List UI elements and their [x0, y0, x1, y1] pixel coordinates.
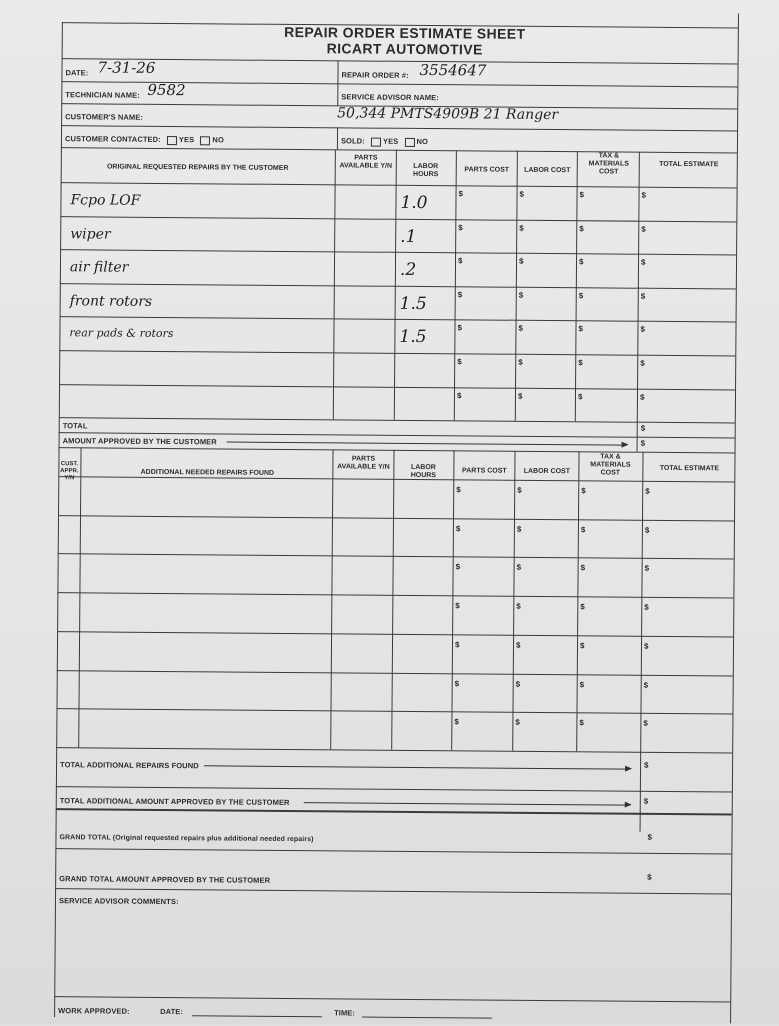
- dollar-sign: $: [641, 224, 646, 234]
- col-divider: [637, 152, 640, 452]
- dollar-sign: $: [579, 641, 585, 651]
- header-cust-appr: CUST. APPR. Y/N: [60, 461, 79, 482]
- header-total-estimate: TOTAL ESTIMATE: [659, 160, 719, 169]
- dollar-sign: $: [515, 640, 521, 650]
- col-divider: [78, 447, 81, 747]
- dollar-sign: $: [640, 291, 646, 301]
- labor-hours-value[interactable]: 1.5: [399, 327, 427, 348]
- dollar-sign: $: [579, 718, 584, 728]
- header-labor-hours: LABOR HOURS: [413, 162, 439, 179]
- sold-no-label: NO: [416, 136, 428, 147]
- repair-description[interactable]: Fcpo LOF: [70, 192, 141, 209]
- header-additional-repairs: ADDITIONAL NEEDED REPAIRS FOUND: [140, 468, 275, 477]
- divider: [56, 808, 732, 815]
- header-tax-materials-2: TAX & MATERIALS COST: [590, 453, 631, 477]
- technician-label: TECHNICIAN NAME:: [65, 90, 140, 100]
- row-divider: [56, 708, 732, 714]
- divider: [59, 447, 735, 453]
- total-label: TOTAL: [62, 421, 88, 431]
- dollar-sign: $: [518, 256, 524, 266]
- dollar-sign: $: [644, 525, 650, 535]
- date-value[interactable]: 7-31-26: [97, 58, 156, 77]
- dollar-sign: $: [577, 391, 583, 401]
- row-divider: [57, 670, 733, 676]
- dollar-sign: $: [578, 358, 583, 368]
- col-divider: [330, 449, 333, 749]
- row-divider: [59, 350, 735, 356]
- repair-description[interactable]: rear pads & rotors: [69, 326, 174, 341]
- dollar-sign: $: [515, 679, 521, 689]
- dollar-sign: $: [581, 486, 586, 496]
- company-name: RICART AUTOMOTIVE: [326, 40, 483, 58]
- dollar-sign: $: [641, 190, 647, 200]
- col-divider: [576, 451, 579, 751]
- labor-hours-value[interactable]: .1: [400, 226, 417, 247]
- customer-contacted-label: CUSTOMER CONTACTED:: [64, 134, 161, 144]
- dollar-sign: $: [454, 717, 459, 727]
- dollar-sign: $: [457, 256, 463, 266]
- header-original-repairs: ORIGINAL REQUESTED REPAIRS BY THE CUSTOMER: [106, 163, 289, 172]
- dollar-sign: $: [579, 190, 585, 200]
- row-divider: [60, 317, 736, 323]
- total-dollar: $: [640, 423, 646, 433]
- footer-date-line: [192, 1015, 322, 1017]
- amount-approved-label: AMOUNT APPROVED BY THE CUSTOMER: [62, 436, 217, 447]
- dollar-sign: $: [640, 257, 646, 267]
- dollar-sign: $: [516, 524, 522, 534]
- dollar-sign: $: [518, 324, 523, 334]
- dollar-sign: $: [519, 223, 524, 233]
- dollar-sign: $: [580, 602, 585, 612]
- labor-hours-value[interactable]: 1.0: [400, 192, 428, 214]
- additional-found-dollar: $: [644, 760, 649, 770]
- dollar-sign: $: [645, 486, 650, 496]
- labor-hours-value[interactable]: .2: [399, 260, 417, 281]
- dollar-sign: $: [578, 257, 584, 267]
- date-label: DATE:: [65, 68, 89, 78]
- left-border: [54, 22, 63, 1017]
- divider: [62, 58, 738, 64]
- divider: [337, 127, 338, 149]
- customer-contacted-field: [65, 134, 224, 145]
- divider: [61, 125, 737, 131]
- row-divider: [57, 631, 733, 637]
- grand-total-dollar: $: [647, 832, 652, 842]
- sold-label: SOLD:: [340, 136, 365, 146]
- contacted-yes-checkbox[interactable]: [167, 136, 177, 145]
- divider: [61, 182, 737, 188]
- row-divider: [60, 249, 736, 255]
- grand-approved-label: GRAND TOTAL AMOUNT APPROVED BY THE CUSTOMER: [59, 874, 271, 885]
- dollar-sign: $: [580, 563, 586, 573]
- form-title: REPAIR ORDER ESTIMATE SHEET: [284, 23, 526, 42]
- dollar-sign: $: [457, 323, 462, 333]
- sold-yes-checkbox[interactable]: [371, 137, 381, 146]
- dollar-sign: $: [458, 189, 464, 199]
- header-labor-cost-2: LABOR COST: [523, 467, 571, 476]
- technician-value[interactable]: 9582: [147, 80, 186, 100]
- divider: [55, 848, 731, 854]
- dollar-sign: $: [458, 222, 463, 232]
- dollar-sign: $: [579, 679, 585, 689]
- total-additional-found-label: TOTAL ADDITIONAL REPAIRS FOUND: [60, 760, 199, 771]
- grand-approved-dollar: $: [647, 872, 652, 882]
- dollar-sign: $: [516, 563, 522, 573]
- row-divider: [57, 592, 733, 598]
- approved-dollar: $: [640, 438, 646, 448]
- divider: [55, 888, 731, 894]
- arrow: [304, 802, 630, 806]
- arrow: [204, 765, 630, 769]
- repair-order-label: REPAIR ORDER #:: [341, 70, 409, 80]
- service-advisor-comments-label: SERVICE ADVISOR COMMENTS:: [58, 896, 179, 907]
- col-divider: [640, 452, 644, 832]
- dollar-sign: $: [579, 223, 584, 233]
- header-labor-cost: LABOR COST: [524, 166, 571, 175]
- contacted-no-label: NO: [212, 135, 224, 145]
- dollar-sign: $: [580, 524, 586, 534]
- dollar-sign: $: [455, 601, 460, 611]
- dollar-sign: $: [644, 602, 649, 612]
- dollar-sign: $: [517, 485, 522, 495]
- header-tax-materials: TAX & MATERIALS COST: [588, 152, 629, 176]
- dollar-sign: $: [516, 601, 521, 611]
- dollar-sign: $: [643, 718, 648, 728]
- grand-total-label: GRAND TOTAL (Original requested repairs plus additional needed repairs): [59, 834, 314, 844]
- form-frame: [32, 8, 770, 1026]
- row-divider: [58, 515, 734, 521]
- dollar-sign: $: [518, 290, 524, 300]
- dollar-sign: $: [515, 717, 520, 727]
- col-divider: [451, 450, 454, 750]
- dollar-sign: $: [518, 357, 523, 367]
- total-additional-approved-label: TOTAL ADDITIONAL AMOUNT APPROVED BY THE CUSTOMER: [59, 796, 290, 807]
- contacted-yes-label: YES: [178, 135, 195, 145]
- service-advisor-label: SERVICE ADVISOR NAME:: [341, 92, 439, 103]
- dollar-sign: $: [457, 357, 462, 367]
- dollar-sign: $: [455, 562, 461, 572]
- sold-no-checkbox[interactable]: [404, 137, 414, 146]
- dollar-sign: $: [640, 325, 645, 335]
- dollar-sign: $: [643, 680, 649, 690]
- header-parts-cost: PARTS COST: [464, 166, 510, 174]
- dollar-sign: $: [519, 189, 525, 199]
- dollar-sign: $: [457, 290, 463, 300]
- work-approved-label: WORK APPROVED:: [58, 1006, 130, 1016]
- row-divider: [60, 283, 736, 289]
- divider: [56, 747, 732, 753]
- labor-hours-value[interactable]: 1.5: [399, 293, 427, 314]
- header-labor-hours-2: LABOR HOURS: [410, 463, 437, 480]
- sold-field: [341, 136, 428, 146]
- dollar-sign: $: [644, 564, 650, 574]
- contacted-no-checkbox[interactable]: [200, 136, 210, 145]
- dollar-sign: $: [454, 678, 460, 688]
- dollar-sign: $: [454, 640, 460, 650]
- row-divider: [60, 216, 736, 222]
- dollar-sign: $: [456, 485, 461, 495]
- col-divider: [512, 451, 515, 751]
- header-parts-available: PARTS AVAILABLE Y/N: [339, 154, 393, 170]
- customer-name-label: CUSTOMER'S NAME:: [65, 112, 144, 122]
- divider: [54, 996, 730, 1002]
- header-total-estimate-2: TOTAL ESTIMATE: [659, 464, 720, 473]
- repair-description[interactable]: wiper: [70, 225, 111, 243]
- repair-description[interactable]: air filter: [69, 259, 129, 276]
- row-divider: [59, 384, 735, 390]
- row-divider: [58, 554, 734, 560]
- footer-date-label: DATE:: [160, 1006, 184, 1017]
- header-parts-cost-2: PARTS COST: [462, 467, 507, 475]
- header-parts-available-2: PARTS AVAILABLE Y/N: [337, 455, 390, 471]
- dollar-sign: $: [640, 358, 645, 368]
- dollar-sign: $: [578, 324, 583, 334]
- dollar-sign: $: [455, 523, 461, 534]
- footer-time-line: [362, 1017, 492, 1019]
- additional-approved-dollar: $: [643, 796, 649, 806]
- footer-time-label: TIME:: [334, 1008, 356, 1018]
- repair-order-value[interactable]: 3554647: [419, 60, 487, 80]
- divider: [56, 786, 732, 792]
- sold-yes-label: YES: [382, 136, 399, 146]
- divider: [337, 60, 338, 105]
- dollar-sign: $: [517, 391, 523, 401]
- dollar-sign: $: [578, 291, 584, 301]
- repair-description[interactable]: front rotors: [69, 293, 153, 310]
- dollar-sign: $: [456, 390, 462, 400]
- dollar-sign: $: [643, 641, 649, 651]
- divider: [59, 417, 735, 423]
- col-divider: [391, 450, 394, 750]
- dollar-sign: $: [639, 392, 645, 402]
- arrow: [227, 441, 627, 445]
- customer-name-value[interactable]: 50,344 PMTS4909B 21 Ranger: [337, 105, 559, 124]
